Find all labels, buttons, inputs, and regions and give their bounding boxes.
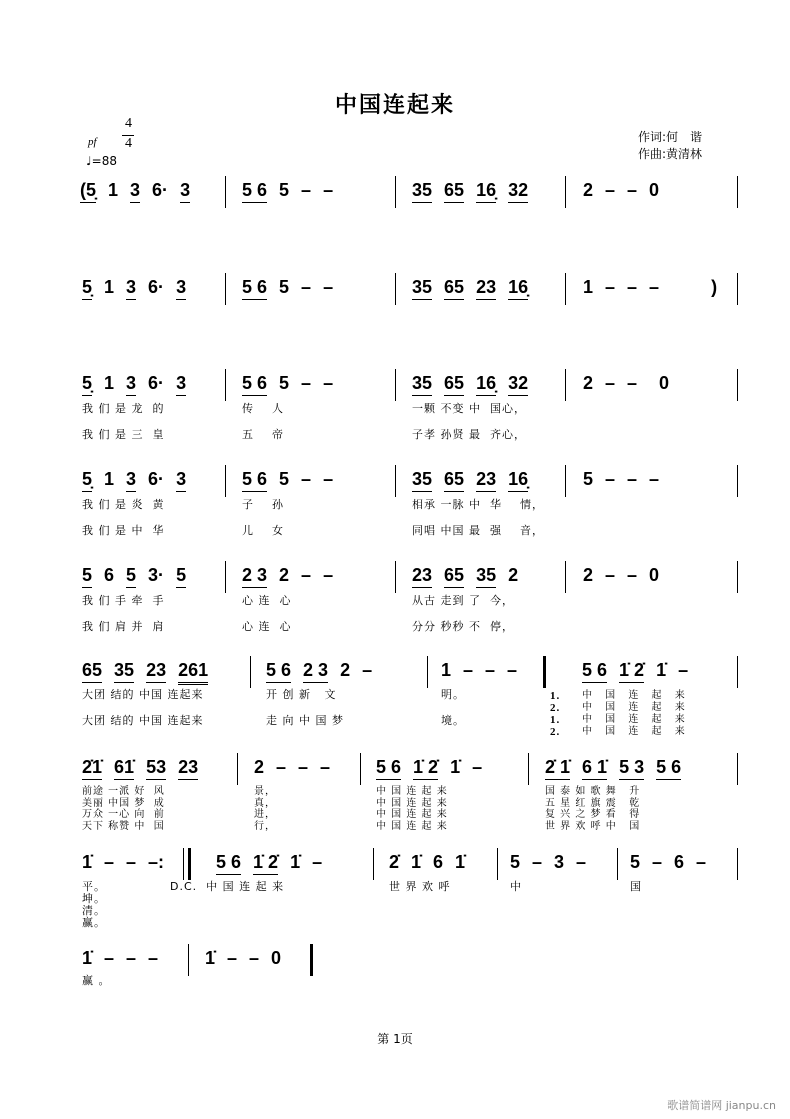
note: 35 xyxy=(412,373,432,396)
note: – xyxy=(627,180,638,200)
note: – xyxy=(126,852,137,872)
barline xyxy=(565,465,566,497)
note: – xyxy=(323,180,334,200)
note: – xyxy=(649,277,660,297)
note: – xyxy=(323,469,334,489)
note: 1 xyxy=(108,180,119,200)
barline xyxy=(395,273,396,305)
note: 6· xyxy=(152,180,169,200)
lyric-text: 进， xyxy=(254,809,276,820)
note: 1 xyxy=(104,277,115,297)
note: 5 xyxy=(583,469,594,489)
lyric-text: 大团 结的 中国 连起来 xyxy=(82,688,204,701)
note: – xyxy=(576,852,587,872)
measure xyxy=(412,565,518,588)
lyric-text: 我 们 是 三 皇 xyxy=(82,428,165,441)
barline xyxy=(737,273,738,305)
note: 1 xyxy=(104,469,115,489)
barline xyxy=(225,369,226,401)
lyric-text: 子 孙 xyxy=(242,498,284,511)
measure xyxy=(242,565,333,588)
note: 2 xyxy=(583,373,594,393)
lyric-text: 中 国 连 起 来 xyxy=(376,809,448,820)
note: 6 xyxy=(433,852,444,872)
barline xyxy=(373,848,374,880)
note: 2̇1̇ xyxy=(82,757,102,780)
note: 3 xyxy=(554,852,565,872)
note: – xyxy=(312,852,323,872)
note: 35 xyxy=(476,565,496,588)
double-barline xyxy=(543,656,546,688)
measure xyxy=(82,277,186,300)
note: 2̇ 1̇ xyxy=(545,757,570,780)
note: – xyxy=(696,852,707,872)
note: – xyxy=(227,948,238,968)
watermark: 歌谱简谱网 jianpu.cn xyxy=(667,1099,776,1112)
note: 5 6 xyxy=(656,757,681,780)
note: 5 xyxy=(630,852,641,872)
lyric-text: 走 向 中 国 梦 xyxy=(266,714,344,727)
note: – xyxy=(323,373,334,393)
note: 5 3 xyxy=(619,757,644,780)
volta-label: 2. xyxy=(550,702,561,714)
note: 16̣ xyxy=(508,469,528,492)
note: 6· xyxy=(148,469,165,489)
barline xyxy=(617,848,618,880)
song-title: 中国连起来 xyxy=(334,93,455,118)
note: (5̣ xyxy=(80,180,96,203)
note: – xyxy=(148,948,159,968)
note: 3 xyxy=(126,277,136,300)
note: – xyxy=(362,660,373,680)
note: 16̣ xyxy=(476,373,496,396)
time-signature-bottom: 4 xyxy=(125,136,132,151)
volta-label: 2. xyxy=(550,726,561,738)
note: 5 xyxy=(82,565,92,588)
lyric-text: 传 人 xyxy=(242,402,284,415)
dynamics-marking: pf xyxy=(88,136,97,148)
note: – xyxy=(301,469,312,489)
note: – xyxy=(605,469,616,489)
lyric-text: 开 创 新 文 xyxy=(266,688,337,701)
note: 5̣ xyxy=(82,373,92,396)
barline xyxy=(565,176,566,208)
note: – xyxy=(605,180,616,200)
lyric-text: 中 xyxy=(510,880,522,893)
barline xyxy=(565,273,566,305)
note: 3 xyxy=(176,277,186,300)
measure xyxy=(583,180,659,202)
measure xyxy=(80,180,190,203)
note: 2̇ xyxy=(389,852,400,872)
note: 1 xyxy=(104,373,115,393)
volta-lyric: 中 国 连 起 来 xyxy=(582,690,690,701)
measure xyxy=(412,469,528,492)
note: 1 xyxy=(583,277,594,297)
lyric-text: 中 国 连 起 来 xyxy=(376,786,448,797)
lyric-text: 我 们 肩 并 肩 xyxy=(82,620,165,633)
note: 65 xyxy=(444,180,464,203)
lyric-text: 前途 一派 好 风 xyxy=(82,786,165,797)
measure xyxy=(412,180,528,203)
barline xyxy=(737,465,738,497)
note: 5 6 xyxy=(216,852,241,875)
note: 61̇ xyxy=(114,757,134,780)
note: 5 xyxy=(510,852,521,872)
note: – xyxy=(276,757,287,777)
note: 1̇ xyxy=(455,852,466,872)
note: 0 xyxy=(649,180,660,200)
note: – xyxy=(463,660,474,680)
measure xyxy=(242,180,333,203)
note: 1̇ xyxy=(82,852,93,872)
measure xyxy=(630,852,706,874)
measure xyxy=(82,469,186,492)
lyric-text: 儿 女 xyxy=(242,524,284,537)
note: 65 xyxy=(444,373,464,396)
measure xyxy=(82,660,208,685)
barline xyxy=(395,176,396,208)
note: 5 xyxy=(279,373,290,393)
lyric-text: 赢 。 xyxy=(82,974,111,987)
note: 0 xyxy=(649,565,660,585)
barline xyxy=(395,369,396,401)
barline xyxy=(737,848,738,880)
note: 32 xyxy=(508,180,528,203)
note: 6· xyxy=(148,373,165,393)
note: 23 xyxy=(476,277,496,300)
note: 2 xyxy=(254,757,265,777)
barline xyxy=(225,561,226,593)
measure xyxy=(583,469,659,491)
barline xyxy=(427,656,428,688)
note: – xyxy=(649,469,660,489)
note: 5 xyxy=(279,277,290,297)
note: –: xyxy=(148,852,165,872)
measure xyxy=(82,852,164,874)
note: 1̇ xyxy=(290,852,301,872)
note: 6 1̇ xyxy=(582,757,607,780)
barline xyxy=(188,944,189,976)
note: 1̇ xyxy=(450,757,461,777)
lyric-text: 中 国 连 起 来 xyxy=(376,797,448,809)
note: – xyxy=(627,277,638,297)
note: – xyxy=(301,277,312,297)
measure xyxy=(583,565,659,587)
measure xyxy=(216,852,322,875)
note: 65 xyxy=(82,660,102,683)
lyric-text: 心 连 心 xyxy=(242,620,292,633)
lyric-text: 我 们 手 牵 手 xyxy=(82,594,165,607)
measure xyxy=(412,277,528,300)
time-signature-top: 4 xyxy=(125,116,132,131)
note: 1̇ xyxy=(82,948,93,968)
barline xyxy=(225,176,226,208)
barline xyxy=(528,753,529,785)
note: – xyxy=(249,948,260,968)
note: 2 xyxy=(583,565,594,585)
lyric-text: 国 泰 如 歌 舞 升 xyxy=(545,786,641,797)
lyric-text: 天下 称赞 中 国 xyxy=(82,820,165,832)
measure xyxy=(254,757,330,779)
barline xyxy=(737,656,738,688)
measure xyxy=(82,757,198,780)
lyric-text: 一颗 不变 中 国心， xyxy=(412,402,526,415)
note: 53 xyxy=(146,757,166,780)
note: ) xyxy=(671,277,718,297)
lyric-text: 世 界 欢 呼 中 国 xyxy=(545,820,641,832)
note: – xyxy=(104,948,115,968)
note: 1̇ 2̇ xyxy=(253,852,278,875)
double-barline xyxy=(188,848,191,880)
note: 2 xyxy=(279,565,290,585)
note: 5 6 xyxy=(376,757,401,780)
note: – xyxy=(605,373,616,393)
lyric-text: 中 国 连 起 来 xyxy=(376,820,448,832)
note: – xyxy=(627,565,638,585)
lyric-text: 万众 一心 向 前 xyxy=(82,809,165,820)
note: – xyxy=(298,757,309,777)
note: 3 xyxy=(126,469,136,492)
barline xyxy=(737,369,738,401)
tempo-marking: ♩=88 xyxy=(86,154,117,168)
note: 261 xyxy=(178,660,208,685)
note: 1̇ xyxy=(656,660,667,680)
lyric-text: 明。 xyxy=(441,688,465,701)
note: 1̇ xyxy=(411,852,422,872)
note: 35 xyxy=(114,660,134,683)
lyric-text: 行， xyxy=(254,820,276,832)
note: 5 6 xyxy=(242,373,267,396)
note: 23 xyxy=(146,660,166,683)
barline xyxy=(737,176,738,208)
note: 3 xyxy=(130,180,140,203)
lyric-text: 我 们 是 龙 的 xyxy=(82,402,165,415)
note: 6 xyxy=(674,852,685,872)
volta-label: 1. xyxy=(550,714,561,726)
lyric-text: 清。 xyxy=(82,904,106,917)
note: 16̣ xyxy=(476,180,496,203)
lyricist-credit: 作词:何 谐 xyxy=(638,130,703,144)
barline xyxy=(395,465,396,497)
note: 23 xyxy=(178,757,198,780)
note: – xyxy=(485,660,496,680)
measure xyxy=(389,852,465,874)
note: – xyxy=(472,757,483,777)
note: 1 xyxy=(441,660,452,680)
barline xyxy=(250,656,251,688)
note: – xyxy=(627,373,638,393)
note: – xyxy=(301,180,312,200)
note: – xyxy=(126,948,137,968)
measure xyxy=(376,757,482,780)
lyric-text: 平。 xyxy=(82,880,106,893)
note: 0 xyxy=(649,373,670,393)
note: 35 xyxy=(412,277,432,300)
measure xyxy=(510,852,586,874)
volta-lyric: 中 国 连 起 来 xyxy=(582,702,690,713)
volta-lyric: 中 国 连 起 来 xyxy=(582,714,690,725)
measure xyxy=(82,948,158,970)
lyric-text: 景， xyxy=(254,786,276,797)
lyric-text: 同唱 中国 最 强 音， xyxy=(412,524,544,537)
note: – xyxy=(652,852,663,872)
note: 5 xyxy=(279,180,290,200)
note: 6· xyxy=(148,277,165,297)
lyric-text: 赢。 xyxy=(82,916,106,929)
barline xyxy=(737,561,738,593)
measure xyxy=(242,469,333,492)
note: 0 xyxy=(271,948,282,968)
note: 5 6 xyxy=(242,277,267,300)
note: 5 xyxy=(279,469,290,489)
lyric-text: 我 们 是 炎 黄 xyxy=(82,498,165,511)
page-number: 第 1页 xyxy=(377,1032,413,1046)
measure xyxy=(242,277,333,300)
barline xyxy=(225,465,226,497)
lyric-text: 子孝 孙贤 最 齐心， xyxy=(412,428,526,441)
lyric-text: 世 界 欢 呼 xyxy=(389,880,451,893)
lyric-text: 美丽 中国 梦 成 xyxy=(82,797,165,809)
note: – xyxy=(301,373,312,393)
barline xyxy=(360,753,361,785)
double-barline xyxy=(183,848,184,880)
note: 35 xyxy=(412,180,432,203)
note: 3 xyxy=(180,180,190,203)
note: – xyxy=(605,277,616,297)
note: – xyxy=(323,277,334,297)
composer-credit: 作曲:黄清林 xyxy=(638,147,703,161)
lyric-text: D.C. 中 国 连 起 来 xyxy=(170,880,285,893)
note: – xyxy=(532,852,543,872)
lyric-text: 复 兴 之 梦 看 得 xyxy=(545,809,641,820)
measure xyxy=(583,373,669,395)
measure xyxy=(583,277,717,299)
lyric-text: 心 连 心 xyxy=(242,594,292,607)
note: – xyxy=(627,469,638,489)
lyric-text: 坤。 xyxy=(82,892,106,905)
note: 35 xyxy=(412,469,432,492)
note: 65 xyxy=(444,565,464,588)
measure xyxy=(266,660,372,683)
note: – xyxy=(678,660,689,680)
note: 3 xyxy=(176,469,186,492)
volta-lyric: 中 国 连 起 来 xyxy=(582,726,690,737)
volta-label: 1. xyxy=(550,690,561,702)
note: 5 6 xyxy=(242,180,267,203)
note: 65 xyxy=(444,277,464,300)
note: 2 xyxy=(340,660,351,680)
note: 23 xyxy=(412,565,432,588)
lyric-text: 五 星 红 旗 震 乾 xyxy=(545,797,641,809)
note: 5 xyxy=(126,565,136,588)
lyric-text: 从古 走到 了 今， xyxy=(412,594,514,607)
note: 5̣ xyxy=(82,277,92,300)
lyric-text: 五 帝 xyxy=(242,428,284,441)
lyric-text: 真， xyxy=(254,797,276,809)
lyric-text: 分分 秒秒 不 停， xyxy=(412,620,514,633)
note: – xyxy=(301,565,312,585)
note: 5 xyxy=(176,565,186,588)
note: 65 xyxy=(444,469,464,492)
note: 5 6 xyxy=(242,469,267,492)
note: 23 xyxy=(476,469,496,492)
note: 2 3 xyxy=(303,660,328,683)
note: 3 xyxy=(176,373,186,396)
measure xyxy=(242,373,333,396)
note: 2 xyxy=(583,180,594,200)
lyric-text: 大团 结的 中国 连起来 xyxy=(82,714,204,727)
lyric-text: 境。 xyxy=(441,714,465,727)
note: 5 6 xyxy=(266,660,291,683)
note: 5̣ xyxy=(82,469,92,492)
note: 5 6 xyxy=(582,660,607,683)
barline xyxy=(395,561,396,593)
note: 2 xyxy=(508,565,519,585)
measure xyxy=(82,373,186,396)
measure xyxy=(205,948,281,970)
note: 3 xyxy=(126,373,136,396)
measure xyxy=(545,757,681,780)
barline xyxy=(225,273,226,305)
note: – xyxy=(605,565,616,585)
barline xyxy=(565,561,566,593)
measure xyxy=(582,660,688,683)
note: – xyxy=(323,565,334,585)
note: – xyxy=(320,757,331,777)
measure xyxy=(441,660,517,682)
note: 32 xyxy=(508,373,528,396)
lyric-text: 相承 一脉 中 华 情， xyxy=(412,498,544,511)
measure xyxy=(82,565,186,588)
note: – xyxy=(507,660,518,680)
lyric-text: 我 们 是 中 华 xyxy=(82,524,165,537)
barline xyxy=(237,753,238,785)
barline xyxy=(737,753,738,785)
note: – xyxy=(104,852,115,872)
note: 3· xyxy=(148,565,165,585)
note: 1̇ 2̇ xyxy=(413,757,438,780)
note: 1̇ 2̇ xyxy=(619,660,644,683)
note: 6 xyxy=(104,565,115,585)
measure xyxy=(412,373,528,396)
note: 2 3 xyxy=(242,565,267,588)
double-barline xyxy=(310,944,313,976)
lyric-text: 国 xyxy=(630,880,642,893)
barline xyxy=(565,369,566,401)
note: 16̣ xyxy=(508,277,528,300)
barline xyxy=(497,848,498,880)
note: 1̇ xyxy=(205,948,216,968)
